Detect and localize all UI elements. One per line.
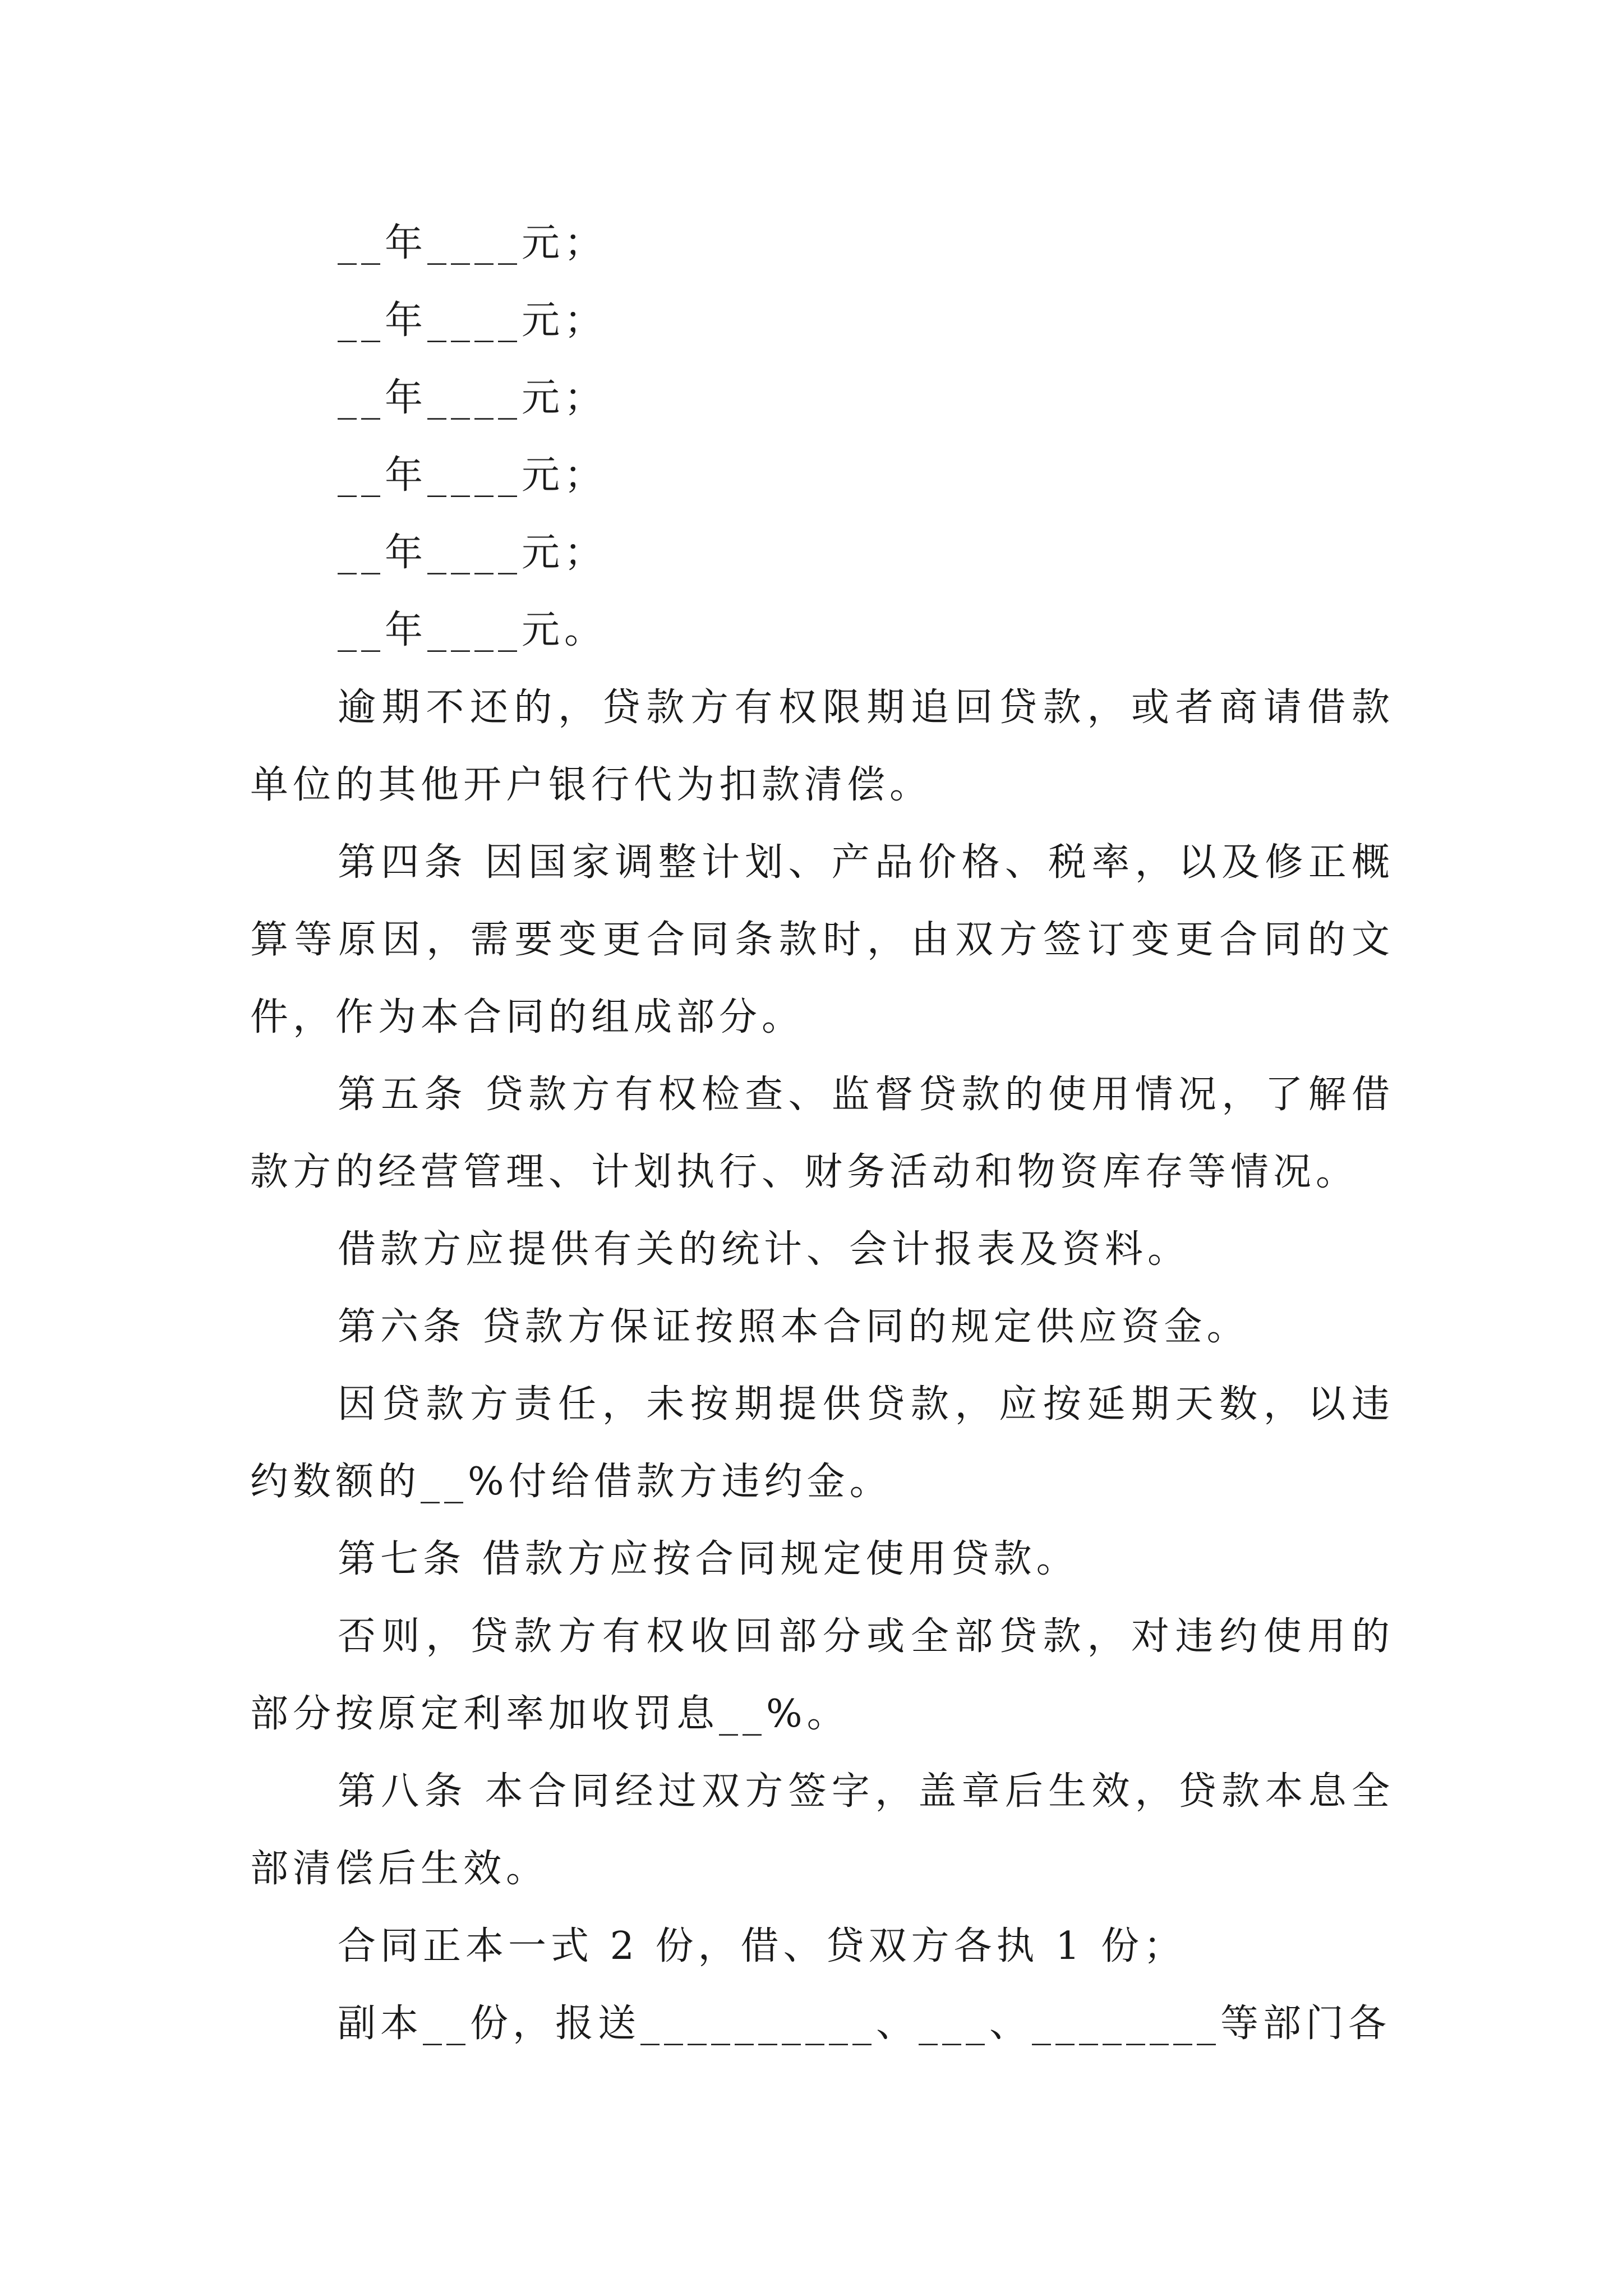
interest-penalty-paragraph: 否则，贷款方有权收回部分或全部贷款，对违约使用的部分按原定利率加收罚息__%。 bbox=[250, 1614, 1394, 1736]
article-6-paragraph: 第六条 贷款方保证按照本合同的规定供应资金。 bbox=[338, 1305, 1249, 1349]
repayment-year-line: __年____元； bbox=[338, 376, 607, 420]
article-4-paragraph: 第四条 因国家调整计划、产品价格、税率，以及修正概算等原因，需要变更合同条款时，由双方签订变更合同的文件，作为本合同的组成部分。 bbox=[250, 840, 1394, 1039]
original-copies-paragraph: 合同正本一式 2 份，借、贷双方各执 1 份； bbox=[338, 1924, 1186, 1968]
penalty-paragraph: 因贷款方责任，未按期提供贷款，应按延期天数，以违约数额的__%付给借款方违约金。 bbox=[250, 1382, 1394, 1504]
article-7-paragraph: 第七条 借款方应按合同规定使用贷款。 bbox=[338, 1537, 1079, 1581]
repayment-year-line: __年____元； bbox=[338, 531, 607, 575]
overdue-paragraph: 逾期不还的，贷款方有权限期追回贷款，或者商请借款单位的其他开户银行代为扣款清偿。 bbox=[250, 685, 1394, 807]
duplicate-copies-paragraph: 副本__份，报送__________、___、________等部门各 bbox=[338, 2001, 1391, 2046]
statements-paragraph: 借款方应提供有关的统计、会计报表及资料。 bbox=[338, 1227, 1191, 1272]
article-8-paragraph: 第八条 本合同经过双方签字，盖章后生效，贷款本息全部清偿后生效。 bbox=[250, 1769, 1394, 1891]
article-5-paragraph: 第五条 贷款方有权检查、监督贷款的使用情况，了解借款方的经营管理、计划执行、财务活动和物资库存等情况。 bbox=[250, 1073, 1394, 1194]
repayment-year-line: __年____元； bbox=[338, 221, 607, 265]
repayment-year-line: __年____元； bbox=[338, 453, 607, 498]
repayment-year-line: __年____元； bbox=[338, 298, 607, 343]
contract-body bbox=[250, 205, 1394, 2063]
repayment-year-line: __年____元。 bbox=[338, 608, 607, 652]
